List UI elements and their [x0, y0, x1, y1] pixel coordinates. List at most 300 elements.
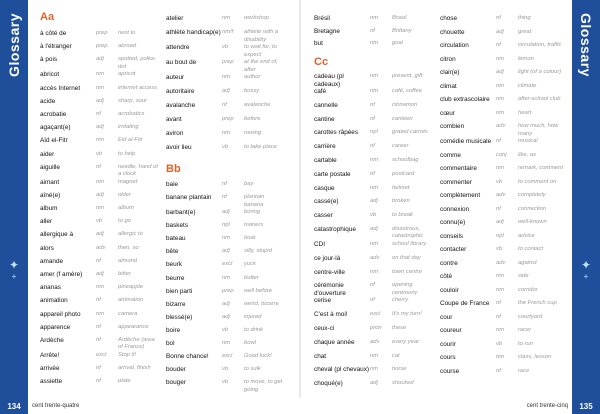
- part-of-speech: nf: [222, 181, 227, 187]
- english-translation: It's my turn!: [392, 311, 422, 318]
- glossary-entry: [314, 198, 432, 212]
- glossary-column-4: [440, 15, 568, 381]
- part-of-speech: excl: [222, 353, 233, 360]
- glossary-entry: [314, 255, 432, 269]
- french-term: animation: [40, 297, 68, 305]
- english-translation: these: [392, 324, 407, 331]
- english-translation: career: [392, 143, 409, 150]
- glossary-entry: [440, 69, 568, 83]
- french-term: commenter: [440, 178, 472, 186]
- part-of-speech: adj: [496, 28, 504, 35]
- english-translation: light (of a colour): [518, 69, 562, 75]
- english-translation: magnet: [118, 178, 138, 185]
- glossary-entry: [440, 300, 568, 314]
- glossary-entry: [440, 179, 568, 193]
- part-of-speech: nm: [222, 74, 231, 80]
- english-translation: abroad: [118, 43, 137, 50]
- glossary-entry: [166, 116, 284, 130]
- glossary-entry: [166, 102, 284, 116]
- french-term: catastrophique: [314, 225, 356, 233]
- glossary-entry: [440, 354, 568, 368]
- part-of-speech: nf: [496, 42, 501, 48]
- glossary-entry: [440, 96, 568, 110]
- french-term: cheval (pl chevaux): [314, 366, 370, 374]
- glossary-entry: [166, 248, 284, 261]
- part-of-speech: vb: [96, 218, 103, 225]
- english-translation: class, lesson: [518, 354, 552, 360]
- english-translation: to help: [118, 150, 136, 157]
- glossary-entry: [40, 271, 158, 284]
- french-term: CDI: [314, 240, 326, 248]
- glossary-entry: [166, 181, 284, 194]
- english-translation: to sulk: [244, 366, 261, 373]
- sparkle-icon: +: [11, 272, 17, 281]
- part-of-speech: nf: [96, 163, 101, 170]
- english-translation: advice: [518, 232, 535, 239]
- glossary-column-2a: [166, 15, 284, 158]
- left-sidebar: [0, 0, 28, 414]
- english-translation: boat: [244, 235, 256, 242]
- glossary-entry: [166, 74, 284, 88]
- glossary-entry: [314, 269, 432, 283]
- glossary-entry: [314, 311, 432, 325]
- french-term: chouette: [440, 28, 465, 36]
- french-term: combien: [440, 123, 465, 130]
- french-term: à côté de: [40, 30, 67, 37]
- french-term: accès Internet: [40, 84, 81, 92]
- part-of-speech: nm: [496, 96, 505, 102]
- english-translation: great: [518, 28, 532, 35]
- french-term: aviron: [166, 130, 184, 137]
- glossary-entry: [314, 226, 432, 241]
- french-term: à l'étranger: [40, 43, 72, 51]
- glossary-entry: [314, 143, 432, 157]
- part-of-speech: nm: [222, 130, 231, 136]
- french-term: au bout de: [166, 59, 197, 66]
- french-term: ce jour-là: [314, 254, 341, 262]
- english-translation: musical: [518, 138, 538, 144]
- part-of-speech: prep: [96, 43, 108, 50]
- french-term: casser: [314, 212, 333, 220]
- french-term: connexion: [440, 205, 470, 213]
- part-of-speech: nm: [370, 156, 379, 163]
- french-term: arrivée: [40, 365, 60, 373]
- glossary-entry: [40, 43, 158, 56]
- part-of-speech: adj: [496, 69, 504, 75]
- english-translation: Stop it!: [118, 351, 137, 358]
- french-term: bien parti: [166, 287, 193, 295]
- glossary-entry: [40, 218, 158, 231]
- glossary-entry: [440, 233, 568, 247]
- french-term: course: [440, 367, 460, 375]
- part-of-speech: nm: [370, 73, 379, 79]
- english-translation: weird, bizarre: [244, 300, 279, 307]
- part-of-speech: nm/f: [222, 29, 234, 35]
- part-of-speech: nm: [96, 178, 105, 185]
- page-words-left: cent trente-quatre: [32, 403, 80, 409]
- french-term: chose: [440, 15, 458, 22]
- part-of-speech: nf: [222, 102, 227, 108]
- glossary-entry: [440, 206, 568, 220]
- part-of-speech: nm: [496, 354, 505, 360]
- glossary-entry: [40, 124, 158, 137]
- glossary-entry: [166, 288, 284, 301]
- part-of-speech: nm: [222, 340, 231, 347]
- glossary-entry: [166, 353, 284, 366]
- french-term: agaçant(e): [40, 124, 71, 132]
- glossary-entry: [166, 366, 284, 379]
- part-of-speech: nf: [96, 323, 101, 330]
- glossary-entry: [440, 327, 568, 341]
- french-term: à pois: [40, 56, 58, 64]
- glossary-entry: [314, 282, 432, 297]
- english-translation: almond: [118, 257, 138, 264]
- english-translation: how much, how many: [518, 123, 559, 137]
- part-of-speech: vb: [222, 44, 229, 50]
- part-of-speech: nm: [370, 40, 379, 46]
- french-term: C'est à moi!: [314, 311, 348, 319]
- french-term: beurre: [166, 274, 185, 282]
- english-translation: cherry: [392, 297, 409, 304]
- glossary-entry: [314, 297, 432, 311]
- english-translation: racer: [518, 327, 532, 333]
- french-term: barbant(e): [166, 209, 196, 217]
- glossary-entry: [166, 59, 284, 74]
- english-translation: side: [518, 273, 529, 279]
- part-of-speech: npl: [370, 129, 378, 136]
- part-of-speech: adj: [370, 198, 378, 205]
- glossary-column-3b: [314, 73, 432, 394]
- english-translation: before: [244, 116, 261, 122]
- french-term: comédie musicale: [440, 138, 492, 145]
- glossary-entry: [314, 157, 432, 171]
- english-translation: after-school club: [518, 96, 561, 102]
- part-of-speech: nm: [222, 235, 231, 242]
- french-term: cassé(e): [314, 198, 339, 206]
- glossary-entry: [40, 284, 158, 297]
- english-translation: present, gift: [392, 73, 423, 79]
- french-term: assiette: [40, 378, 63, 386]
- english-translation: postcard: [392, 170, 415, 177]
- english-translation: silly, stupid: [244, 248, 272, 255]
- glossary-entry: [440, 368, 568, 382]
- part-of-speech: prep: [96, 30, 108, 36]
- english-translation: café, coffee: [392, 88, 422, 94]
- glossary-entry: [440, 83, 568, 97]
- french-term: citron: [440, 55, 456, 63]
- glossary-entry: [440, 165, 568, 179]
- part-of-speech: nm: [370, 88, 379, 94]
- glossary-entry: [40, 365, 158, 378]
- glossary-entry: [440, 123, 568, 138]
- english-translation: cinnamon: [392, 101, 418, 108]
- english-translation: like, as: [518, 151, 537, 158]
- english-translation: to contact: [518, 246, 544, 252]
- french-term: contre: [440, 259, 458, 267]
- part-of-speech: nf: [370, 27, 375, 34]
- french-term: bateau: [166, 235, 186, 243]
- french-term: amer (f amère): [40, 271, 83, 278]
- french-term: couloir: [440, 286, 459, 294]
- english-translation: album: [118, 205, 134, 212]
- french-term: auteur: [166, 74, 185, 81]
- french-term: complètement: [440, 192, 481, 199]
- part-of-speech: vb: [222, 144, 229, 150]
- part-of-speech: npl: [222, 222, 230, 229]
- english-translation: trainers: [244, 222, 264, 229]
- glossary-entry: [166, 379, 284, 394]
- english-translation: older: [118, 191, 131, 198]
- french-term: commentaire: [440, 165, 477, 172]
- english-translation: shocked: [392, 380, 414, 387]
- french-term: aiguille: [40, 163, 60, 171]
- part-of-speech: vb: [222, 366, 229, 373]
- part-of-speech: adj: [96, 191, 104, 198]
- french-term: cours: [440, 354, 456, 361]
- part-of-speech: nf: [496, 205, 501, 212]
- french-term: ananas: [40, 284, 61, 292]
- french-term: appareil photo: [40, 310, 81, 318]
- french-term: club extrascolaire: [440, 96, 490, 103]
- french-term: cérémonie d'ouverture: [314, 282, 346, 297]
- french-term: cour: [440, 313, 453, 321]
- glossary-entry: [440, 192, 568, 206]
- part-of-speech: nm: [222, 15, 231, 21]
- glossary-entry: [40, 151, 158, 164]
- english-translation: plantain banana: [244, 194, 265, 208]
- part-of-speech: nf: [496, 313, 501, 320]
- english-translation: camera: [118, 310, 138, 317]
- french-term: avant: [166, 116, 182, 123]
- section-heading-cc: Cc: [314, 56, 329, 68]
- english-translation: well before: [244, 287, 273, 294]
- french-term: Bretagne: [314, 27, 340, 35]
- glossary-entry: [314, 339, 432, 353]
- french-term: centre-ville: [314, 268, 345, 276]
- english-translation: then, so: [118, 244, 139, 251]
- glossary-entry: [314, 185, 432, 199]
- english-translation: irritating: [118, 124, 139, 131]
- part-of-speech: nm: [496, 109, 505, 116]
- english-translation: next to: [118, 30, 136, 36]
- part-of-speech: conj: [496, 151, 507, 158]
- part-of-speech: nm: [96, 284, 105, 291]
- english-translation: needle, hand of a clock: [118, 163, 158, 178]
- part-of-speech: adj: [96, 97, 104, 104]
- glossary-column-1: [40, 30, 158, 392]
- french-term: baskets: [166, 222, 189, 230]
- glossary-entry: [314, 129, 432, 143]
- page-number-left: 134: [0, 398, 28, 414]
- english-translation: climate: [518, 82, 537, 89]
- glossary-entry: [440, 314, 568, 328]
- english-translation: thing: [518, 15, 531, 21]
- part-of-speech: excl: [222, 261, 233, 268]
- french-term: café: [314, 88, 327, 95]
- page-number-right: 135: [572, 398, 600, 414]
- glossary-entry: [40, 179, 158, 192]
- english-translation: appearance: [118, 323, 149, 330]
- sparkle-icon: ✦: [580, 258, 592, 272]
- part-of-speech: adj: [222, 248, 230, 255]
- english-translation: allergic to: [118, 231, 143, 238]
- french-term: acrobatie: [40, 110, 67, 118]
- french-term: connu(e): [440, 219, 466, 226]
- english-translation: corridor: [518, 286, 538, 293]
- part-of-speech: nm: [496, 165, 505, 171]
- part-of-speech: adj: [222, 88, 230, 94]
- french-term: Aïd el-Fitr: [40, 137, 68, 145]
- english-translation: courtyard: [518, 313, 543, 320]
- glossary-entry: [166, 275, 284, 288]
- glossary-entry: [314, 15, 432, 28]
- part-of-speech: vb: [222, 379, 229, 386]
- english-translation: to comment on: [518, 178, 557, 185]
- part-of-speech: adv: [496, 192, 506, 198]
- part-of-speech: adj: [496, 219, 504, 225]
- english-translation: apricot: [118, 71, 136, 78]
- part-of-speech: nm: [370, 184, 379, 191]
- glossary-entry: [440, 219, 568, 233]
- glossary-entry: [440, 341, 568, 355]
- glossary-entry: [314, 241, 432, 255]
- glossary-entry: [440, 273, 568, 287]
- part-of-speech: nm: [96, 310, 105, 317]
- part-of-speech: adv: [96, 244, 106, 251]
- glossary-entry: [314, 28, 432, 41]
- part-of-speech: nm: [96, 84, 105, 91]
- english-translation: school library: [392, 240, 427, 247]
- glossary-entry: [166, 88, 284, 102]
- english-translation: workshop: [244, 15, 269, 21]
- french-term: chaque année: [314, 338, 355, 346]
- part-of-speech: pron: [370, 324, 382, 331]
- french-term: Ardèche: [40, 336, 64, 344]
- part-of-speech: vb: [496, 246, 503, 252]
- french-term: autoritaire: [166, 88, 195, 95]
- english-translation: to go: [118, 218, 131, 225]
- english-translation: on that day: [392, 254, 421, 261]
- glossary-entry: [40, 205, 158, 218]
- french-term: ceux-ci: [314, 324, 335, 332]
- part-of-speech: excl: [96, 351, 107, 358]
- english-translation: at the end of, after: [244, 59, 278, 73]
- glossary-entry: [166, 327, 284, 340]
- part-of-speech: nf: [96, 336, 101, 343]
- glossary-entry: [40, 352, 158, 365]
- section-heading-bb: Bb: [166, 163, 181, 175]
- part-of-speech: adj: [370, 225, 378, 232]
- french-term: courir: [440, 340, 456, 348]
- glossary-entry: [440, 138, 568, 152]
- part-of-speech: nf: [96, 110, 101, 117]
- glossary-title-right: Glossary: [578, 13, 594, 77]
- glossary-entry: [314, 40, 432, 53]
- part-of-speech: vb: [370, 212, 377, 219]
- french-term: Coupe de France: [440, 300, 490, 307]
- part-of-speech: adv: [496, 259, 506, 266]
- french-term: cerise: [314, 297, 332, 305]
- right-sidebar: [572, 0, 600, 414]
- english-translation: disastrous, catastrophic: [392, 225, 424, 240]
- part-of-speech: adj: [370, 380, 378, 387]
- glossary-entry: [40, 30, 158, 43]
- english-translation: well-known: [518, 219, 547, 225]
- english-translation: heart: [518, 109, 532, 116]
- english-translation: grated carrots: [392, 129, 428, 136]
- french-term: carrière: [314, 143, 336, 151]
- glossary-entry: [440, 152, 568, 166]
- french-term: avoir lieu: [166, 144, 192, 151]
- french-term: banane plantain: [166, 194, 212, 202]
- english-translation: bay: [244, 181, 254, 187]
- glossary-entry: [40, 71, 158, 84]
- english-translation: author: [244, 74, 261, 80]
- footer-right: [523, 398, 600, 414]
- part-of-speech: adj: [96, 271, 104, 277]
- french-term: boire: [166, 326, 181, 334]
- english-translation: lemon: [518, 55, 534, 62]
- glossary-entry: [314, 212, 432, 226]
- part-of-speech: nf: [370, 297, 375, 304]
- french-term: baie: [166, 181, 179, 188]
- part-of-speech: vb: [496, 340, 503, 347]
- part-of-speech: nf: [96, 365, 101, 372]
- glossary-entry: [40, 258, 158, 271]
- english-translation: avalanche: [244, 102, 271, 108]
- part-of-speech: nf: [496, 15, 501, 21]
- part-of-speech: excl: [370, 311, 381, 318]
- french-term: Brésil: [314, 15, 330, 22]
- french-term: alors: [40, 244, 54, 252]
- part-of-speech: nf: [370, 143, 375, 150]
- glossary-entry: [40, 137, 158, 150]
- english-translation: Good luck!: [244, 353, 272, 360]
- part-of-speech: prep: [222, 116, 234, 122]
- part-of-speech: adv: [370, 338, 380, 345]
- french-term: comme: [440, 151, 461, 159]
- part-of-speech: nm: [96, 137, 105, 144]
- glossary-entry: [314, 366, 432, 380]
- part-of-speech: npl: [496, 232, 504, 239]
- glossary-entry: [440, 29, 568, 43]
- part-of-speech: nm: [496, 286, 505, 293]
- part-of-speech: prep: [222, 287, 234, 294]
- english-translation: arrival, finish: [118, 365, 151, 372]
- part-of-speech: nf: [496, 138, 501, 144]
- english-translation: boring: [244, 209, 261, 216]
- part-of-speech: vb: [222, 326, 229, 333]
- part-of-speech: vb: [496, 178, 503, 185]
- french-term: coureur: [440, 327, 462, 334]
- english-translation: to take place: [244, 144, 277, 150]
- part-of-speech: adj: [222, 300, 230, 307]
- english-translation: pineapple: [118, 284, 144, 291]
- english-translation: schoolbag: [392, 156, 419, 163]
- english-translation: remark, comment: [518, 165, 564, 171]
- french-term: cadeau (pl cadeaux): [314, 73, 344, 88]
- glossary-entry: [40, 324, 158, 337]
- glossary-entry: [40, 56, 158, 71]
- english-translation: goal: [392, 40, 403, 46]
- part-of-speech: prep: [222, 59, 234, 65]
- glossary-entry: [40, 164, 158, 179]
- glossary-entry: [440, 260, 568, 274]
- part-of-speech: nf: [96, 378, 101, 385]
- part-of-speech: nf: [96, 297, 101, 304]
- glossary-entry: [440, 42, 568, 56]
- glossary-entry: [440, 287, 568, 301]
